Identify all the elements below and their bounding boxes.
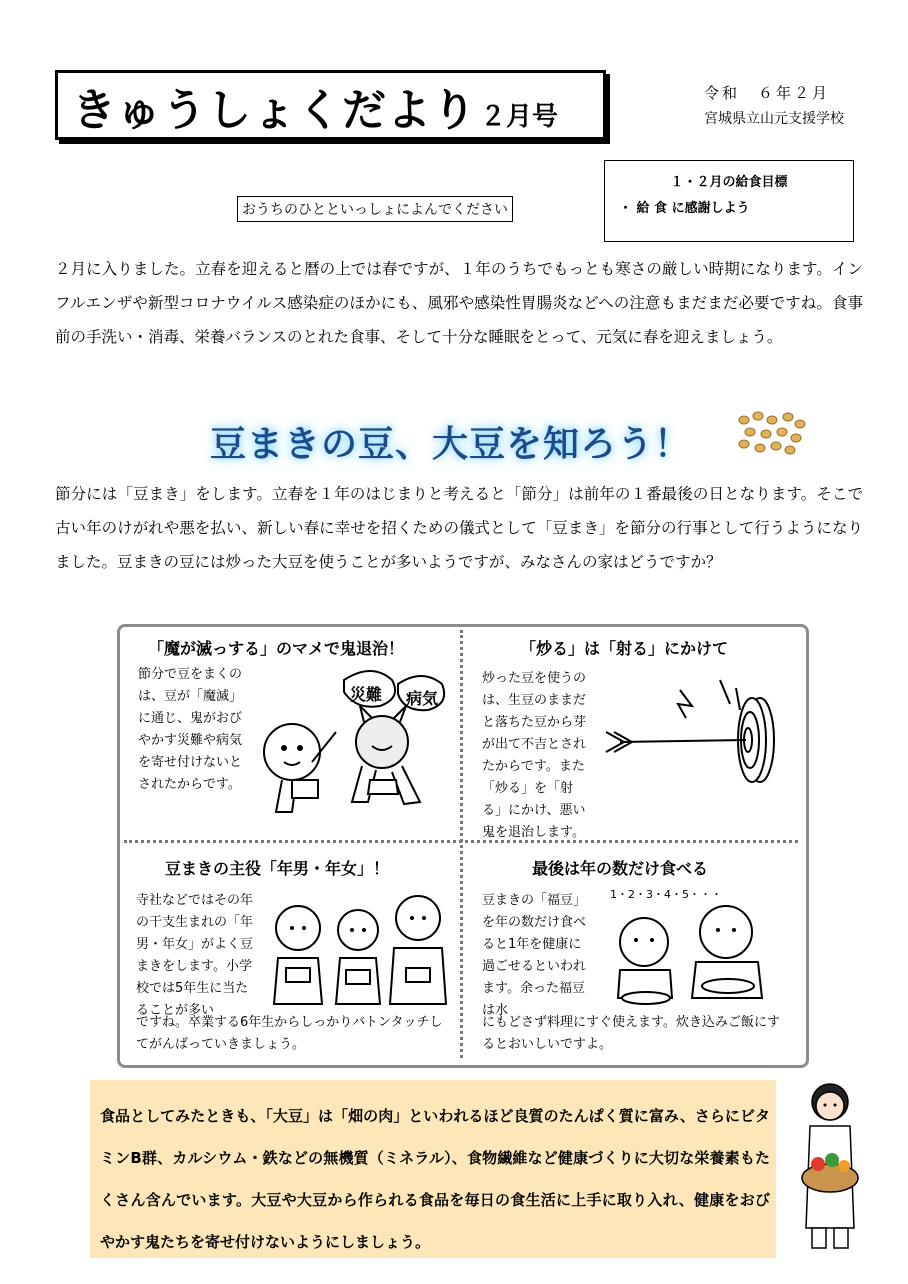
arrow-hitting-target-illustration (600, 670, 786, 790)
panel-4-text-continued: にもどさず料理にすぐ使えます。炊き込みご飯にするとおいしいですよ。 (482, 1015, 780, 1052)
panel-4-text: 豆まきの「福豆」を年の数だけ食べると1年を健康に過ごせるといわれます。余った福豆は水 (482, 893, 587, 1018)
mame-section-heading: 豆まきの豆、大豆を知ろう！ (210, 424, 692, 465)
panel-3-text-continued: ですね。卒業する6年生からしっかりバトンタッチしてがんばっていきましょう。 (136, 1015, 443, 1052)
newsletter-title: きゅうしょくだより (72, 85, 477, 136)
panel-1-text: 節分で豆をまくのは、豆が「魔滅」に通じ、鬼がおびやかす災難や病気を寄せ付けないとされたからです。 (138, 667, 243, 792)
lunch-goal-item: ・ 給 食 に感謝しよう (619, 201, 750, 216)
panel-1-heading: 「魔が滅っする」のマメで鬼退治！ (148, 639, 405, 658)
child-throwing-beans-at-oni-illustration (252, 662, 452, 832)
setsubun-paragraph: 節分には「豆まき」をします。立春を１年のはじまりと考えると「節分」は前年の１番最後の日となります。そこで古い年のけがれや悪を払い、新しい春に幸せを招くための儀式として「豆まき」を節分の行事として行うようになりました。豆まきの豆には炒った大豆を使うことが多いようですが、みなさんの家はどうですか？ (55, 485, 863, 571)
panel-3-heading: 豆まきの主役「年男・年女」！ (165, 859, 390, 878)
children-eating-beans-illustration (600, 886, 786, 1008)
soybeans-illustration (736, 410, 808, 456)
nutritionist-with-vegetable-basket-illustration (796, 1078, 866, 1254)
panel-divider-vertical (460, 630, 463, 1058)
school-name: 宮城県立山元支援学校 (704, 111, 844, 127)
panel-2-text: 炒った豆を使うのは、生豆のままだと落ちた豆から芽が出て不吉とされたからです。また「炒る」を「射る」にかけ、悪い鬼を退治します。 (482, 671, 587, 840)
intro-paragraph: ２月に入りました。立春を迎えると暦の上では春ですが、１年のうちでもっとも寒さの厳しい時期になります。インフルエンザや新型コロナウイルス感染症のほかにも、風邪や感染性胃腸炎などへの注意もまだまだ必要ですね。食事前の手洗い・消毒、栄養バランスのとれた食事、そして十分な睡眠をとって、元気に春を迎えましょう。 (55, 260, 863, 346)
panel-3-text: 寺社などではその年の干支生まれの「年男・年女」がよく豆まきをします。小学校では5年生に当たることが多い (136, 893, 254, 1018)
panel-divider-horizontal (124, 840, 798, 843)
lunch-goal-heading: １・２月の給食目標 (670, 175, 788, 190)
year-man-woman-group-illustration (262, 888, 452, 1008)
soybean-nutrition-text: 食品としてみたときも、「大豆」は「畑の肉」といわれるほど良質のたんぱく質に富み、さらにビタミンB群、カルシウム・鉄などの無機質（ミネラル）、食物繊維など健康づくりに大切な栄養素もたくさん含んでいます。大豆や大豆から作られる食品を毎日の食生活に上手に取り入れ、健康をおびやかす鬼たちを寄せ付けないようにしましょう。 (100, 1107, 770, 1251)
lunch-goal-box (604, 160, 854, 242)
read-together-note: おうちのひとといっしょによんでください (237, 196, 513, 222)
panel-2-heading: 「炒る」は「射る」にかけて (520, 639, 729, 658)
illness-sign-text: 病気 (406, 689, 439, 708)
disaster-sign-text: 災難 (350, 685, 383, 704)
counting-text: 1・2・3・4・5・・・ (610, 888, 722, 901)
panel-4-heading: 最後は年の数だけ食べる (532, 859, 709, 878)
issue-date: 令和 ６年２月 (704, 84, 831, 102)
issue-label: ２月号 (480, 102, 559, 132)
